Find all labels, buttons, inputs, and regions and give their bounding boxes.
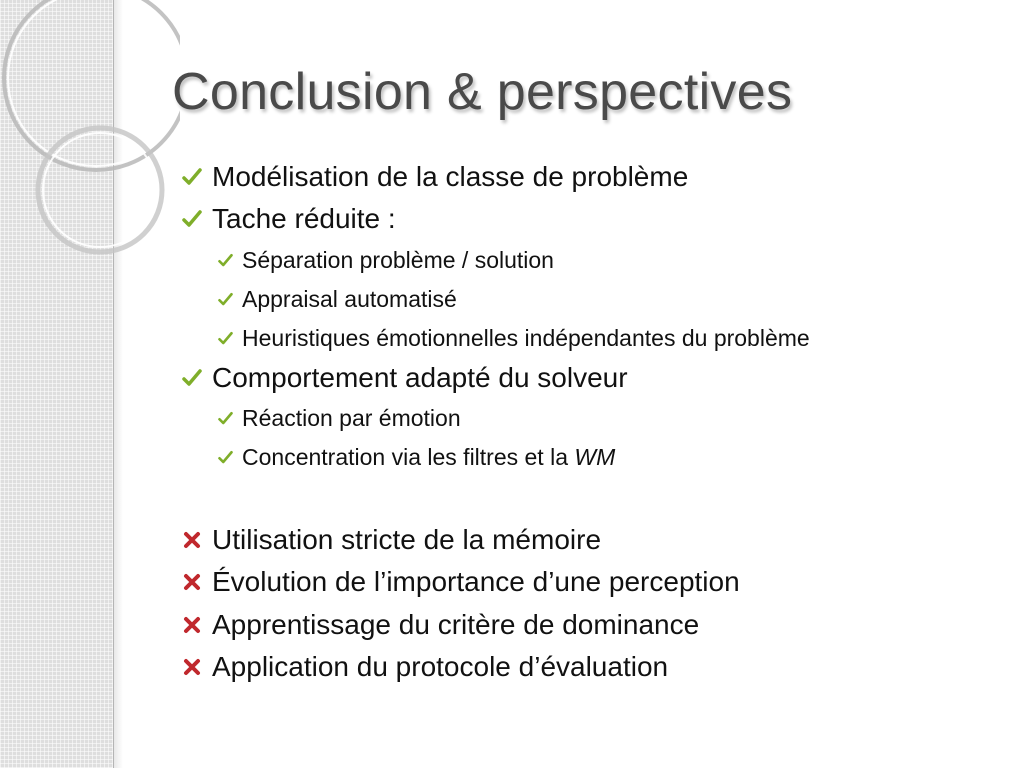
list-item <box>182 651 668 683</box>
check-icon <box>218 292 233 307</box>
list-item-label: Utilisation stricte de la mémoire <box>212 524 602 555</box>
check-icon <box>218 411 233 426</box>
list-item-label: Application du protocole d’évaluation <box>212 651 669 682</box>
list-item <box>182 203 396 235</box>
cross-icon <box>182 572 202 592</box>
list-item-text: Concentration via les filtres et la <box>242 444 575 470</box>
list-item-label: Évolution de l’importance d’une perception <box>212 566 740 597</box>
list-item-label: Réaction par émotion <box>242 405 461 431</box>
list-item-label: Tache réduite : <box>212 203 396 234</box>
list-item <box>182 609 699 641</box>
list-item <box>218 325 810 352</box>
list-item-label <box>242 444 615 471</box>
list-item <box>182 566 740 598</box>
check-icon <box>218 450 233 465</box>
list-item <box>218 444 615 471</box>
list-item-label: Modélisation de la classe de problème <box>212 161 689 192</box>
check-icon <box>218 253 233 268</box>
list-item <box>182 161 688 193</box>
check-icon <box>182 209 202 229</box>
list-item-label: Comportement adapté du solveur <box>212 362 628 393</box>
list-item <box>218 247 554 274</box>
list-item-emphasis: WM <box>574 444 616 470</box>
list-item <box>182 362 628 394</box>
check-icon <box>182 167 202 187</box>
cross-icon <box>182 615 202 635</box>
list-item <box>218 405 461 432</box>
list-item-label: Appraisal automatisé <box>242 286 457 312</box>
list-item-label: Apprentissage du critère de dominance <box>212 609 700 640</box>
list-item-label: Heuristiques émotionnelles indépendantes du problème <box>242 325 810 351</box>
list-item <box>182 524 601 556</box>
check-icon <box>218 331 233 346</box>
list-item <box>218 286 457 313</box>
check-icon <box>182 368 202 388</box>
cross-icon <box>182 530 202 550</box>
slide-title: Conclusion & perspectives <box>172 63 793 121</box>
list-item-label: Séparation problème / solution <box>242 247 554 273</box>
cross-icon <box>182 657 202 677</box>
